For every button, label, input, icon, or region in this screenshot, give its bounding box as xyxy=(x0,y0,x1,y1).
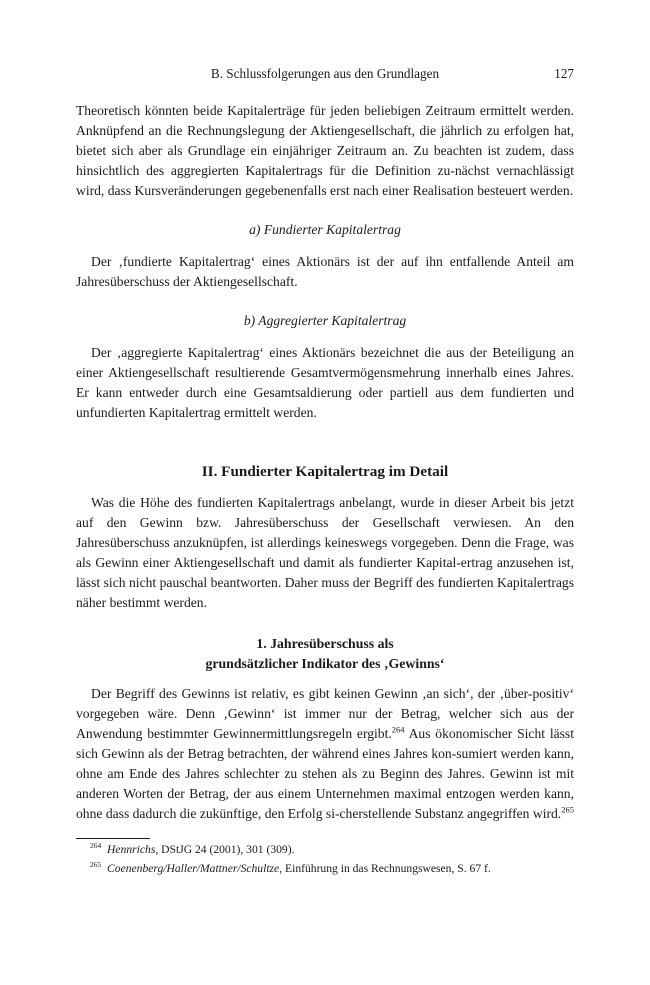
paragraph-gewinn xyxy=(76,684,574,824)
page xyxy=(76,62,574,878)
paragraph-intro: Theoretisch könnten beide Kapitalerträge für jeden beliebigen Zeitraum ermittelt werden. Anknüpfend an die Rechnungslegung der Aktiengesellschaft, die jährlich zu erfolgen hat, bietet sich aber als Grundlage ein einjähriger Zeitraum an. Zu beachten ist zudem, dass hinsichtlich des aggregierten Kapitalertrags für die Definition zu-nächst vernachlässigt wird, dass Kursveränderungen gegebenenfalls erst nach einer Realisation besteuert werden. xyxy=(76,103,574,198)
paragraph-section: Was die Höhe des fundierten Kapitalertrags anbelangt, wurde in dieser Arbeit bis jetzt auf den Gewinn bzw. Jahresüberschuss der Gesellschaft verwiesen. An den Jahresüberschuss anzuknüpfen, ist allerdings keineswegs vorgegeben. Denn die Frage, was als Gewinn einer Aktiengesellschaft und damit als fundierter Kapital-ertrag anzusehen ist, lässt sich nicht pauschal beantworten. Daher muss der Begriff des fundierten Kapitalertrags näher bestimmt werden. xyxy=(76,495,574,610)
paragraph-gewinn-part2: Aus ökonomischer Sicht lässt sich Gewinn als der Betrag betrachten, der während eines Jahres kon-sumiert werden kann, ohne am Ende des Jahres schlechter zu stehen als zu Beginn des Jahres. Gewinn ist mit anderen Worten der Betrag, der aus einem Unternehmen maximal entzogen werden kann, ohne dass dadurch die zukünftige, den Erfolg si-cherstellende Substanz angegriffen wird. xyxy=(76,726,574,821)
footnote-number: 264 xyxy=(90,841,102,851)
footnote-author: Coenenberg/Haller/Mattner/Schultze xyxy=(107,862,280,875)
section-heading: II. Fundierter Kapitalertrag im Detail xyxy=(201,463,449,480)
heading-aggregierter-kapitalertrag: b) Aggregierter Kapitalertrag xyxy=(243,313,407,328)
paragraph-fundierter: Der ‚fundierte Kapitalertrag‘ eines Aktionärs ist der auf ihn entfallende Anteil am Jahresüberschuss der Aktiengesellschaft. xyxy=(76,254,574,289)
footnote-264 xyxy=(76,840,574,859)
heading-fundierter-kapitalertrag: a) Fundierter Kapitalertrag xyxy=(249,222,401,237)
paragraph-aggregierter: Der ‚aggregierte Kapitalertrag‘ eines Aktionärs bezeichnet die aus der Beteiligung an einer Aktiengesellschaft resultierende Gesamtvermögensmehrung innerhalb eines Jahres. Er kann entweder durch eine Gesamtsaldierung oder partiell aus dem fundierten und unfundierten Kapitalertrag ermittelt werden. xyxy=(76,345,574,420)
footnote-text: , DStJG 24 (2001), 301 (309). xyxy=(155,843,295,856)
running-head xyxy=(76,62,574,84)
footnote-author: Hennrichs xyxy=(107,843,156,856)
paragraph-gewinn-part1: Der Begriff des Gewinns ist relativ, es gibt keinen Gewinn ‚an sich‘, der ‚über-positiv‘ vorgegeben wäre. Denn ‚Gewinn‘ ist immer nur der Betrag, welcher sich aus der Anwendung bestimmter Gewinnermittlungsregeln ergibt. xyxy=(76,686,574,741)
footnote-number: 265 xyxy=(90,860,102,870)
footnote-ref-265[interactable]: 265 xyxy=(561,804,574,815)
page-number: 127 xyxy=(554,66,574,81)
footnote-ref-264[interactable]: 264 xyxy=(391,724,405,735)
footnote-text: , Einführung in das Rechnungswesen, S. 67 f. xyxy=(279,862,491,875)
running-head-title: B. Schlussfolgerungen aus den Grundlagen xyxy=(210,66,440,81)
subsection-heading-line1: 1. Jahresüberschuss als xyxy=(256,636,394,651)
footnote-265 xyxy=(76,859,574,878)
subsection-heading-line2: grundsätzlicher Indikator des ‚Gewinns‘ xyxy=(205,656,445,671)
